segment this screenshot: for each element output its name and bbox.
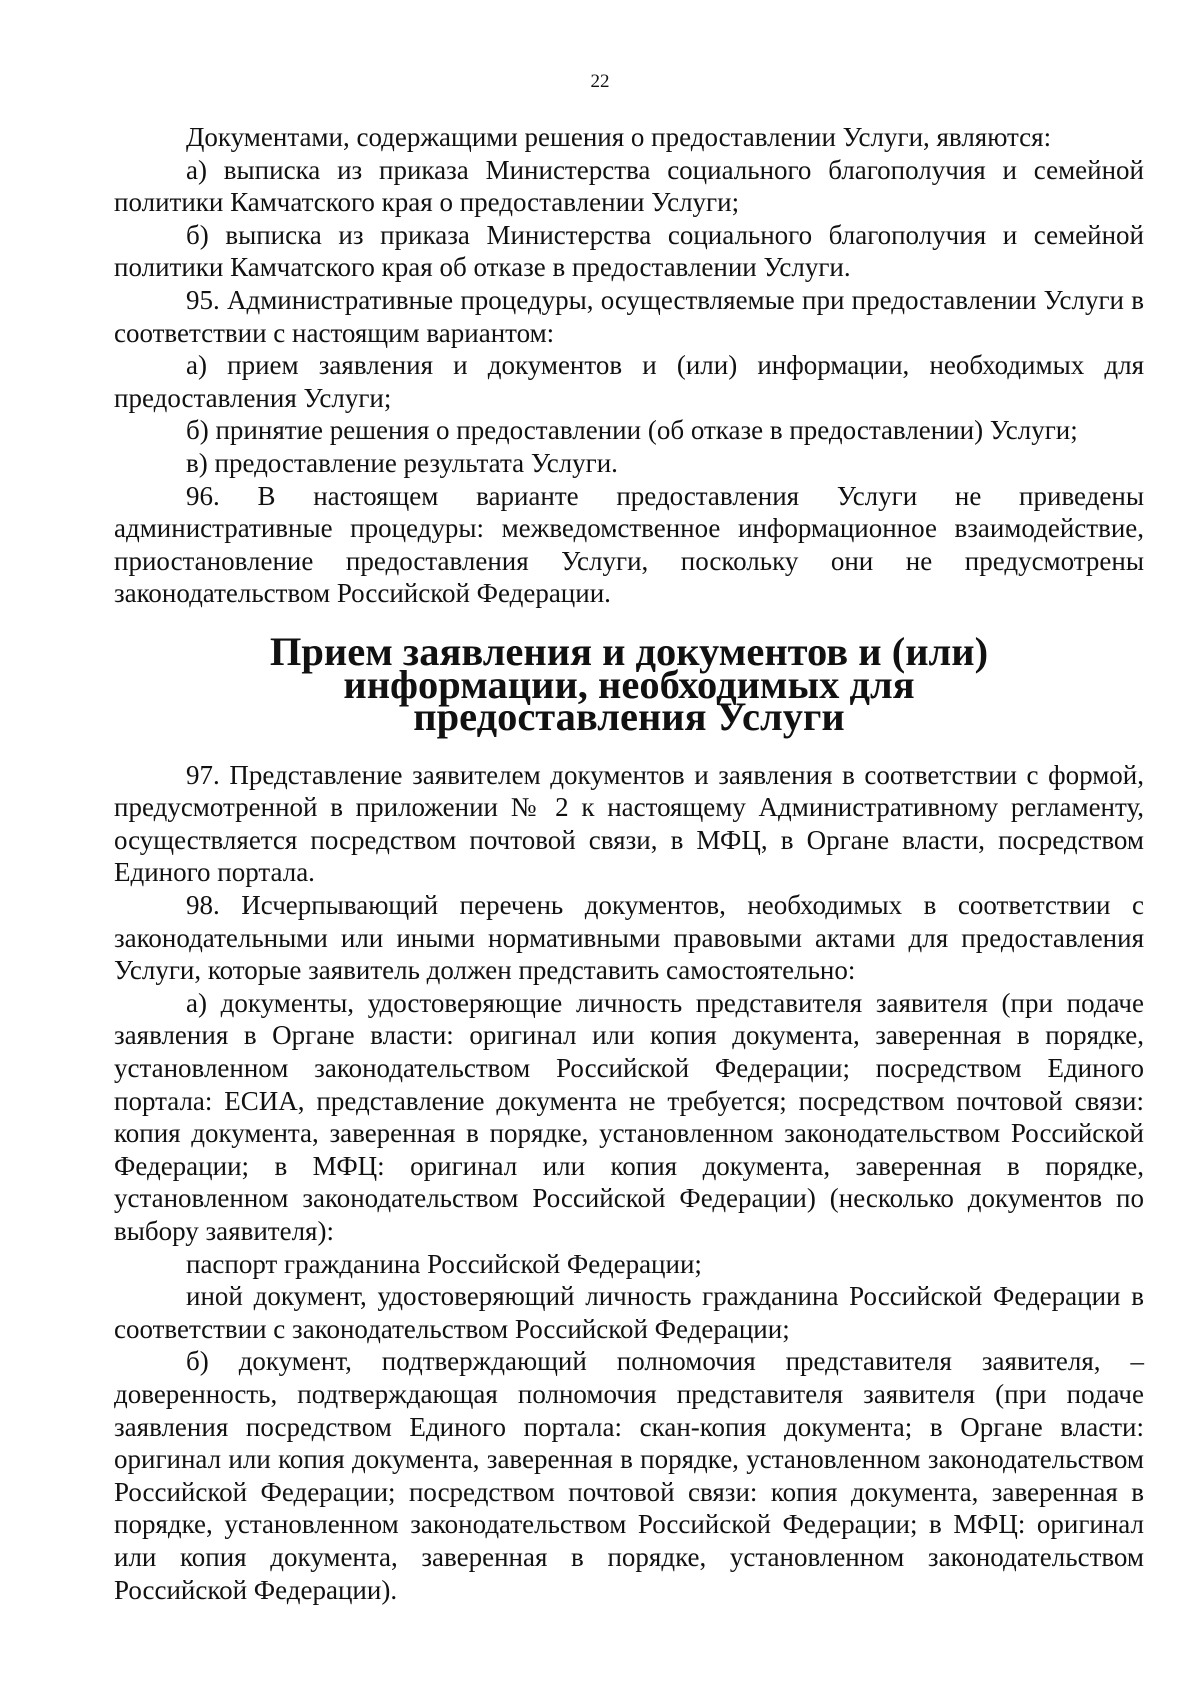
paragraph-96: 96. В настоящем варианте предоставления Услуги не приведены административные процедуры: межведомственное информационное взаимодействие, приостановление предоставления Услуги, поскольку они не предусмотрены законодательством Российской Федерации. — [114, 480, 1144, 609]
section-heading — [114, 628, 1144, 740]
document-body — [114, 121, 1144, 1606]
paragraph-item-a-grant-order: а) выписка из приказа Министерства социального благополучия и семейной политики Камчатского края о предоставлении Услуги; — [114, 154, 1144, 218]
section-heading-line-1: Прием заявления и документов и (или) информации, необходимых для — [269, 628, 989, 707]
section-heading-line-2: предоставления Услуги — [413, 694, 845, 740]
paragraph-95-item-a: а) прием заявления и документов и (или) информации, необходимых для предоставления Услуги; — [114, 350, 1144, 413]
paragraph-item-b-refusal-order: б) выписка из приказа Министерства социального благополучия и семейной политики Камчатского края об отказе в предоставлении Услуги. — [114, 219, 1144, 283]
paragraph-decision-documents: Документами, содержащими решения о предоставлении Услуги, являются: — [186, 122, 1052, 152]
paragraph-97: 97. Представление заявителем документов и заявления в соответствии с формой, предусмотренной в приложении № 2 к настоящему Административному регламенту, осуществляется посредством почтовой связи, в МФЦ, в Органе власти, посредством Единого портала. — [114, 759, 1144, 888]
paragraph-95-item-b: б) принятие решения о предоставлении (об отказе в предоставлении) Услуги; — [186, 415, 1078, 446]
page-number: 22 — [590, 71, 610, 92]
paragraph-95-item-c: в) предоставление результата Услуги. — [186, 447, 618, 478]
paragraph-98-item-a: а) документы, удостоверяющие личность представителя заявителя (при подаче заявления в Органе власти: оригинал или копия документа, заверенная в порядке, установленном законодательством Российской Федерации; посредством Единого портала: ЕСИА, представление документа не требуется; посредством почтовой связи: копия документа, заверенная в порядке, установленном законодательством Российской Федерации; в МФЦ: оригинал или копия документа, заверенная в порядке, установленном законодательством Российской Федерации) (несколько документов по выбору заявителя): — [114, 987, 1144, 1246]
paragraph-other-id-document: иной документ, удостоверяющий личность гражданина Российской Федерации в соответствии с законодательством Российской Федерации; — [114, 1281, 1144, 1344]
paragraph-98-item-b: б) документ, подтверждающий полномочия представителя заявителя, – доверенность, подтверждающая полномочия представителя заявителя (при подаче заявления посредством Единого портала: скан-копия документа; в Органе власти: оригинал или копия документа, заверенная в порядке, установленном законодательством Российской Федерации; посредством почтовой связи: копия документа, заверенная в порядке, установленном законодательством Российской Федерации; в МФЦ: оригинал или копия документа, заверенная в порядке, установленном законодательством Российской Федерации). — [114, 1346, 1144, 1605]
paragraph-passport: паспорт гражданина Российской Федерации; — [186, 1248, 702, 1279]
paragraph-95: 95. Административные процедуры, осуществляемые при предоставлении Услуги в соответствии с настоящим вариантом: — [114, 284, 1144, 348]
paragraph-98: 98. Исчерпывающий перечень документов, необходимых в соответствии с законодательными или иными нормативными правовыми актами для предоставления Услуги, которые заявитель должен представить самостоятельно: — [114, 890, 1144, 986]
